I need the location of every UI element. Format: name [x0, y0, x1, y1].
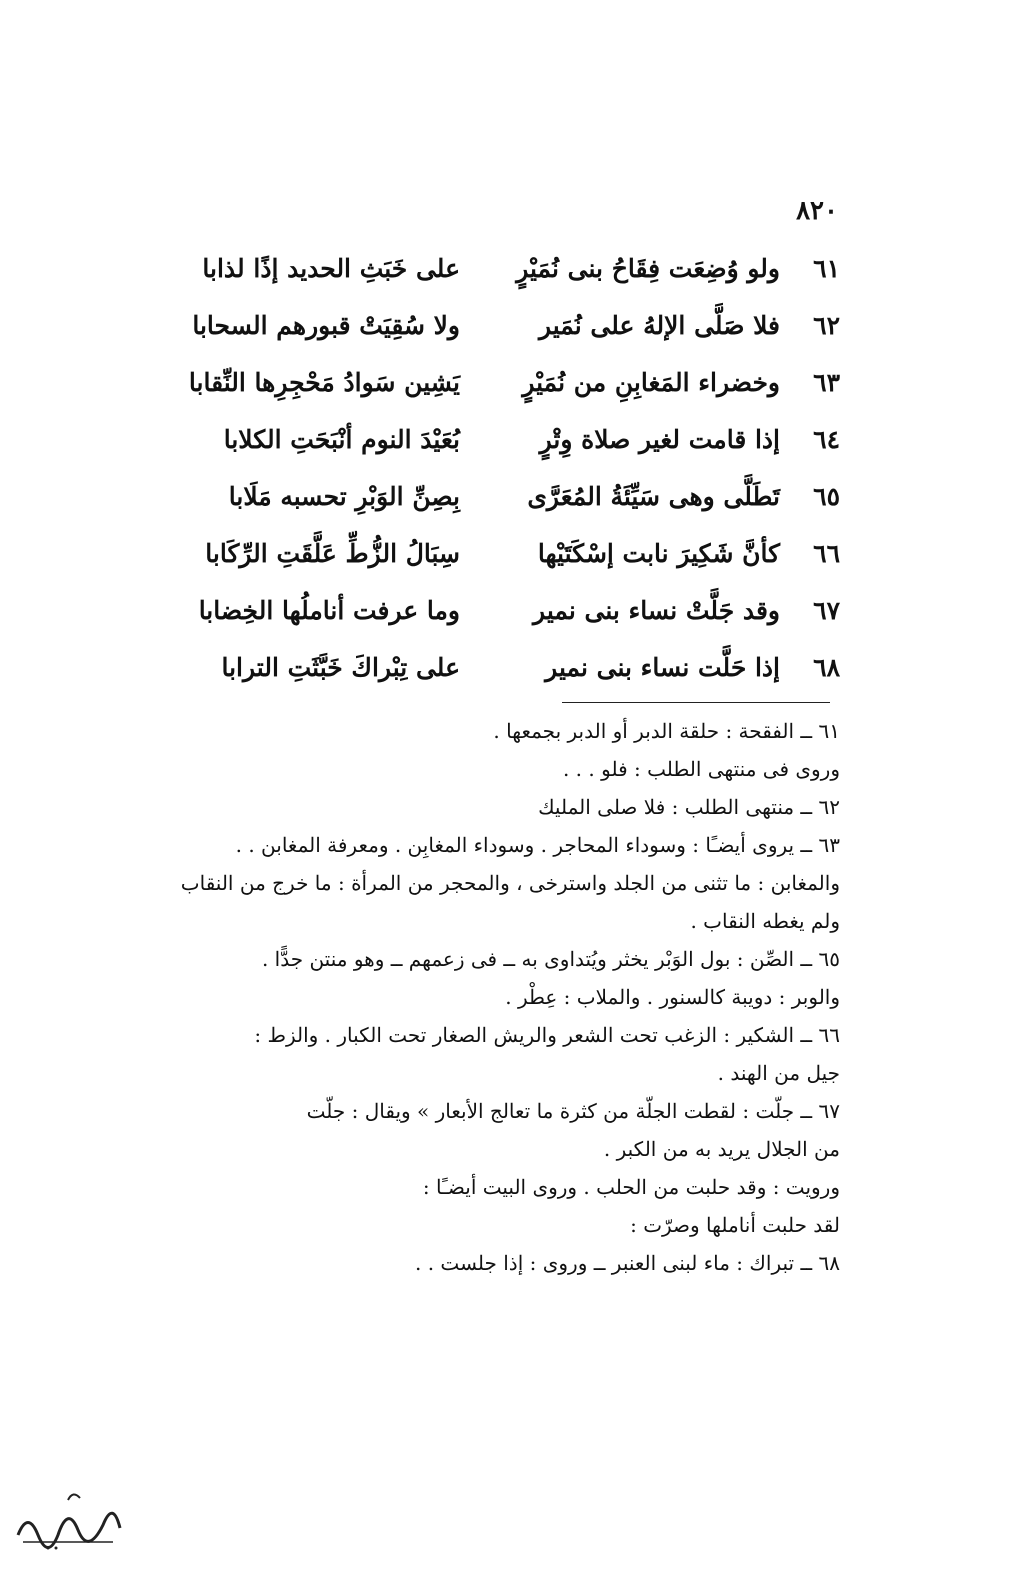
verse-second-hemistich: على تِبْراكَ خَبَّثَتِ الترابا — [221, 653, 460, 682]
footnote-line: ٦٦ ــ الشكير : الزغب تحت الشعر والريش الصغار تحت الكبار . والزط : — [254, 1023, 840, 1047]
footnote-line: ولم يغطه النقاب . — [690, 909, 840, 933]
footnote-line: ورويت : وقد حلبت من الحلب . وروى البيت أيضـًا : — [422, 1175, 840, 1199]
verse-first-hemistich: إذا قامت لغير صلاة وِتْرٍ — [539, 425, 780, 454]
footnote-line: من الجلال يريد به من الكبر . — [603, 1137, 840, 1161]
verse-first-hemistich: وقد جَلَّتْ نساء بنى نمير — [533, 596, 780, 625]
verse-first-hemistich: إذا حَلَّت نساء بنى نمير — [545, 653, 780, 682]
verse-first-hemistich: وخضراء المَغابِنِ من نُمَيْرٍ — [522, 368, 780, 397]
verse-number: ٦٧ — [813, 596, 840, 625]
footnote-line: وروى فى منتهى الطلب : فلو . . . — [562, 757, 840, 781]
footnote-line: جيل من الهند . — [717, 1061, 840, 1085]
stamp-graphic — [8, 1480, 128, 1560]
verse-line — [150, 531, 840, 588]
footnote-line: ٦٣ ــ يروى أيضـًا : وسوداء المحاجر . وسوداء المغابِن . ومعرفة المغابن . . — [235, 833, 840, 857]
footnotes — [120, 712, 840, 1282]
library-stamp-icon — [8, 1480, 128, 1560]
verse-first-hemistich: كأنَّ شَكِيرَ نابت إسْكَتَيْها — [537, 539, 780, 568]
footnote-separator — [562, 702, 830, 703]
verse-number: ٦٥ — [813, 482, 840, 511]
verse-second-hemistich: يَشِين سَوادُ مَحْجِرِها النِّقابا — [188, 368, 460, 397]
page-number: ٨٢٠ — [796, 196, 838, 226]
verse-number: ٦٦ — [813, 539, 840, 568]
verse-second-hemistich: ولا سُقِيَتْ قبورهم السحابا — [192, 311, 460, 340]
verse-number: ٦٤ — [813, 425, 840, 454]
footnote-line: ٦٢ ــ منتهى الطلب : فلا صلى المليك — [538, 795, 840, 819]
verse-first-hemistich: ولو وُضِعَت فِقَاحُ بنى نُمَيْرٍ — [516, 254, 780, 283]
verse-number: ٦١ — [813, 254, 840, 283]
poem-verses — [150, 246, 840, 702]
verse-first-hemistich: تَطَلَّى وهى سَيِّئَةُ المُعَرَّى — [527, 482, 780, 511]
verse-line — [150, 588, 840, 645]
verse-line — [150, 474, 840, 531]
footnote-line: لقد حلبت أناملها وصرّت : — [630, 1213, 840, 1237]
verse-second-hemistich: على خَبَثِ الحديد إذًا لذابا — [202, 254, 460, 283]
verse-number: ٦٢ — [813, 311, 840, 340]
verse-first-hemistich: فلا صَلَّى الإلهُ على نُمَير — [538, 311, 780, 340]
verse-second-hemistich: سِبَالُ الزُّطِّ عَلَّقَتِ الرِّكَابا — [205, 539, 460, 568]
footnote-line: ٦١ ــ الفقحة : حلقة الدبر أو الدبر بجمعها . — [493, 719, 840, 743]
verse-number: ٦٣ — [813, 368, 840, 397]
verse-number: ٦٨ — [813, 653, 840, 682]
footnote-line: ٦٧ ــ جلّت : لقطت الجلّة من كثرة ما تعالج الأبعار » ويقال : جلّت — [306, 1099, 840, 1123]
footnote-line: والمغابن : ما تثنى من الجلد واسترخى ، والمحجر من المرأة : ما خرج من النقاب — [180, 871, 840, 895]
verse-second-hemistich: وما عرفت أناملُها الخِضابا — [198, 596, 460, 625]
verse-second-hemistich: بُعَيْدَ النوم أنْبَحَتِ الكلابا — [223, 425, 460, 454]
verse-line — [150, 645, 840, 702]
verse-line — [150, 303, 840, 360]
verse-second-hemistich: بِصِنِّ الوَبْرِ تحسبه مَلَابا — [228, 482, 460, 511]
footnote-line: ٦٨ ــ تبراك : ماء لبنى العنبر ــ وروى : إذا جلست . . — [415, 1251, 840, 1275]
verse-line — [150, 246, 840, 303]
verse-line — [150, 360, 840, 417]
footnote-line: ٦٥ ــ الصِّن : بول الوَبْر يخثر ويُتداوى به ــ فى زعمهم ــ وهو منتن جدًّا . — [261, 947, 840, 971]
footnote-line: والوبر : دويبة كالسنور . والملاب : عِطْر . — [505, 985, 840, 1009]
verse-line — [150, 417, 840, 474]
